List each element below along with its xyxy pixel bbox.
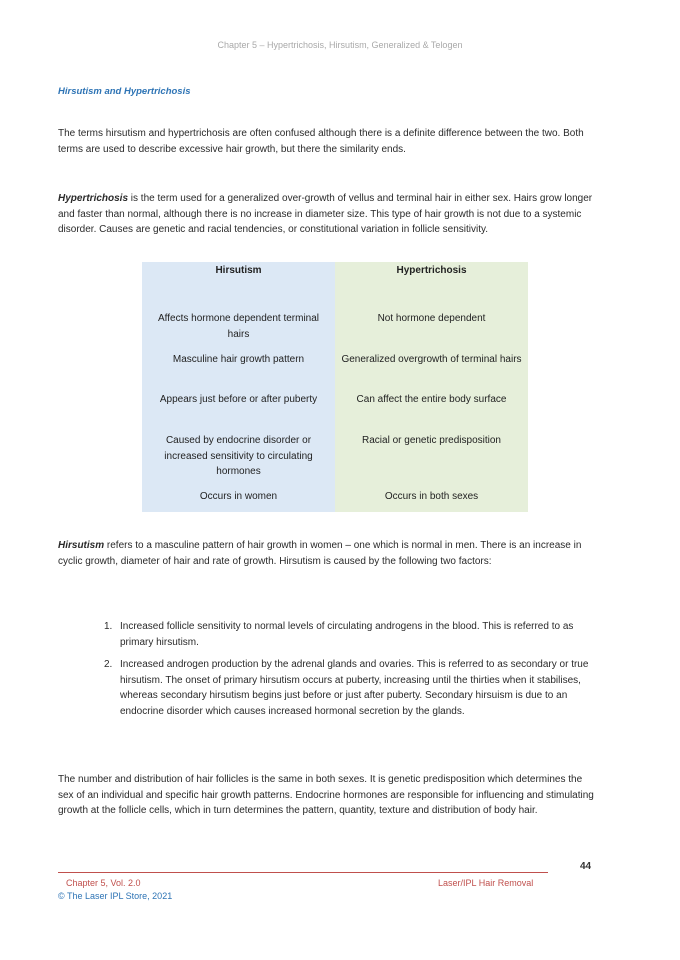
hypertrichosis-cell: Generalized overgrowth of terminal hairs [341, 354, 522, 365]
section-title: Hirsutism and Hypertrichosis [58, 86, 191, 97]
hirsutism-cell: Affects hormone dependent terminal hairs [157, 313, 320, 340]
footer-divider [58, 872, 548, 873]
comparison-table [142, 262, 528, 512]
list-number: 2. [104, 659, 113, 670]
list-number: 1. [104, 621, 113, 632]
hirsutism-cell: Occurs in women [199, 491, 278, 502]
list-text: Increased androgen production by the adrenal glands and ovaries. This is referred to as secondary or true hirsutism. The onset of primary hirsutism occurs at puberty, increasing until the thirties when it stabilises, whereas secondary hirsutism begins just before or just after puberty. Secondary hirsuism is due to an endocrine disorder which causes increased hormonal secretion by the glands. [120, 659, 589, 717]
hypertrichosis-column [335, 262, 528, 512]
footer-title: Laser/IPL Hair Removal [438, 878, 534, 888]
hypertrichosis-definition: is the term used for a generalized over-growth of vellus and terminal hair in either sex. Hairs grow longer and faster than normal, although there is no increase in diameter size. This type of hair growth is not due to a systemic disorder. Causes are genetic and racial tendencies, or constitutional variation in follicle sensitivity. [58, 193, 593, 235]
hirsutism-definition: refers to a masculine pattern of hair growth in women – one which is normal in men. There is an increase in cyclic growth, diameter of hair and rate of growth. Hirsutism is caused by the following two factors: [58, 540, 582, 567]
hirsutism-cell: Masculine hair growth pattern [172, 354, 305, 365]
running-header: Chapter 5 – Hypertrichosis, Hirsutism, Generalized & Telogen [217, 40, 463, 50]
hypertrichosis-cell: Racial or genetic predisposition [362, 435, 501, 446]
hirsutism-cell: Appears just before or after puberty [159, 394, 318, 405]
hirsutism-column [142, 262, 335, 512]
hypertrichosis-term: Hypertrichosis [58, 193, 129, 204]
hypertrichosis-cell: Not hormone dependent [377, 313, 486, 324]
hypertrichosis-cell: Can affect the entire body surface [356, 394, 507, 405]
intro-paragraph: The terms hirsutism and hypertrichosis are often confused although there is a definite difference between the two. Both terms are used to describe excessive hair growth, but there the similarity ends. [58, 128, 584, 155]
closing-paragraph: The number and distribution of hair follicles is the same in both sexes. It is genetic predisposition which determines the sex of an individual and specific hair growth patterns. Endocrine hormones are responsible for influencing and stimulating growth at the follicle cells, which in turn determines the pattern, quantity, texture and distribution of body hair. [58, 774, 594, 816]
hypertrichosis-cell: Occurs in both sexes [384, 491, 479, 502]
hirsutism-term: Hirsutism [58, 540, 105, 551]
hirsutism-cell: Caused by endocrine disorder or increased sensitivity to circulating hormones [164, 435, 313, 477]
hypertrichosis-header: Hypertrichosis [396, 265, 467, 276]
page-number: 44 [580, 861, 592, 872]
hirsutism-header: Hirsutism [215, 265, 262, 276]
list-text: Increased follicle sensitivity to normal levels of circulating androgens in the blood. This is referred to as primary hirsutism. [120, 621, 574, 648]
hirsutism-paragraph [58, 538, 598, 569]
footer-copyright: © The Laser IPL Store, 2021 [58, 891, 173, 901]
hypertrichosis-paragraph [58, 191, 598, 238]
footer-chapter: Chapter 5, Vol. 2.0 [66, 878, 141, 888]
